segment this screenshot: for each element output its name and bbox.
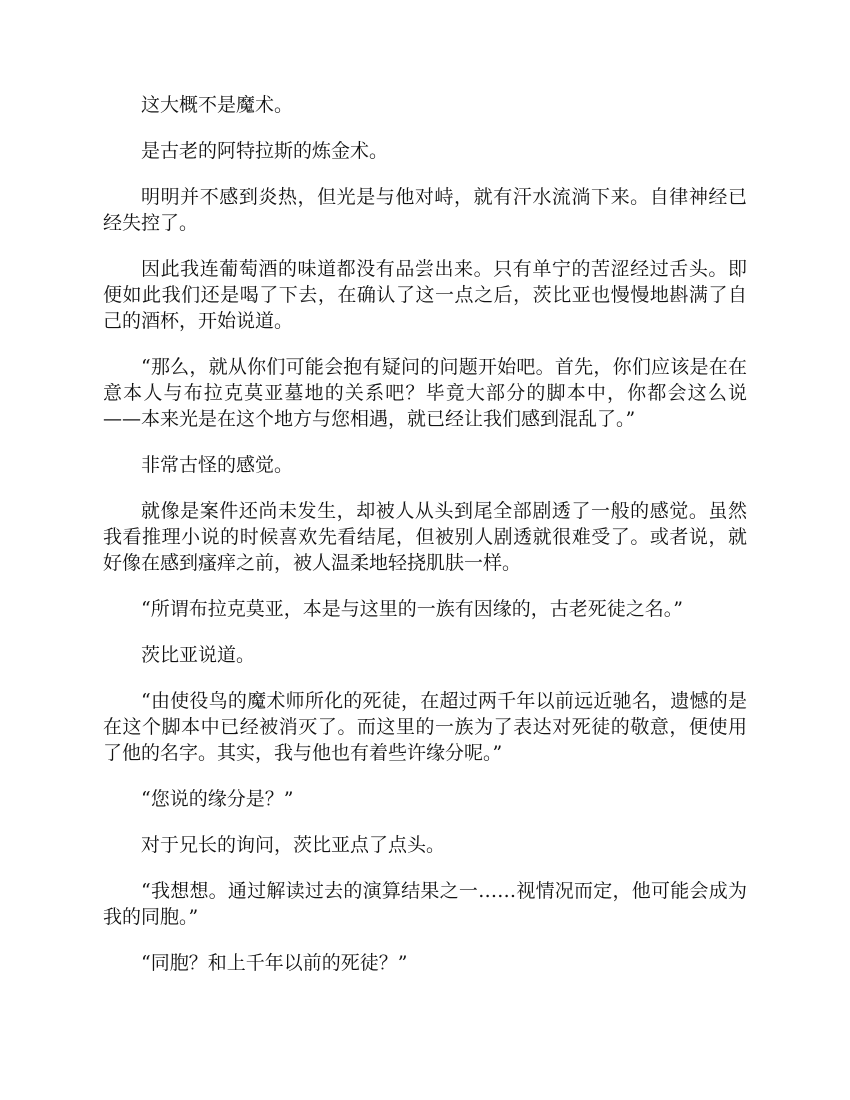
paragraph: “由使役鸟的魔术师所化的死徒，在超过两千年以前远近驰名，遗憾的是在这个脚本中已经被消灭了。而这里的一族为了表达对死徒的敬意，便使用了他的名字。其实，我与他也有着些许缘分呢。” xyxy=(103,690,747,764)
paragraph: “同胞？和上千年以前的死徒？” xyxy=(141,952,408,974)
paragraph: 茨比亚说道。 xyxy=(141,644,256,666)
paragraph: 是古老的阿特拉斯的炼金术。 xyxy=(141,140,389,162)
paragraph: 明明并不感到炎热，但光是与他对峙，就有汗水流淌下来。自律神经已经失控了。 xyxy=(103,186,747,234)
paragraph: 非常古怪的感觉。 xyxy=(141,454,294,476)
paragraph: 就像是案件还尚未发生，却被人从头到尾全部剧透了一般的感觉。虽然我看推理小说的时候喜欢先看结尾，但被别人剧透就很难受了。或者说，就好像在感到瘙痒之前，被人温柔地轻挠肌肤一样。 xyxy=(103,500,747,574)
document-page xyxy=(103,92,747,996)
paragraph: “您说的缘分是？” xyxy=(141,788,294,810)
paragraph: “所谓布拉克莫亚，本是与这里的一族有因缘的，古老死徒之名。” xyxy=(141,598,683,620)
paragraph: “那么，就从你们可能会抱有疑问的问题开始吧。首先，你们应该是在在意本人与布拉克莫亚墓地的关系吧？毕竟大部分的脚本中，你都会这么说——本来光是在这个地方与您相遇，就已经让我们感到混乱了。” xyxy=(103,356,747,430)
paragraph: “我想想。通过解读过去的演算结果之一……视情况而定，他可能会成为我的同胞。” xyxy=(103,880,747,928)
paragraph: 对于兄长的询问，茨比亚点了点头。 xyxy=(141,834,446,856)
paragraph: 这大概不是魔术。 xyxy=(141,94,294,116)
paragraph: 因此我连葡萄酒的味道都没有品尝出来。只有单宁的苦涩经过舌头。即便如此我们还是喝了下去，在确认了这一点之后，茨比亚也慢慢地斟满了自己的酒杯，开始说道。 xyxy=(103,258,747,332)
